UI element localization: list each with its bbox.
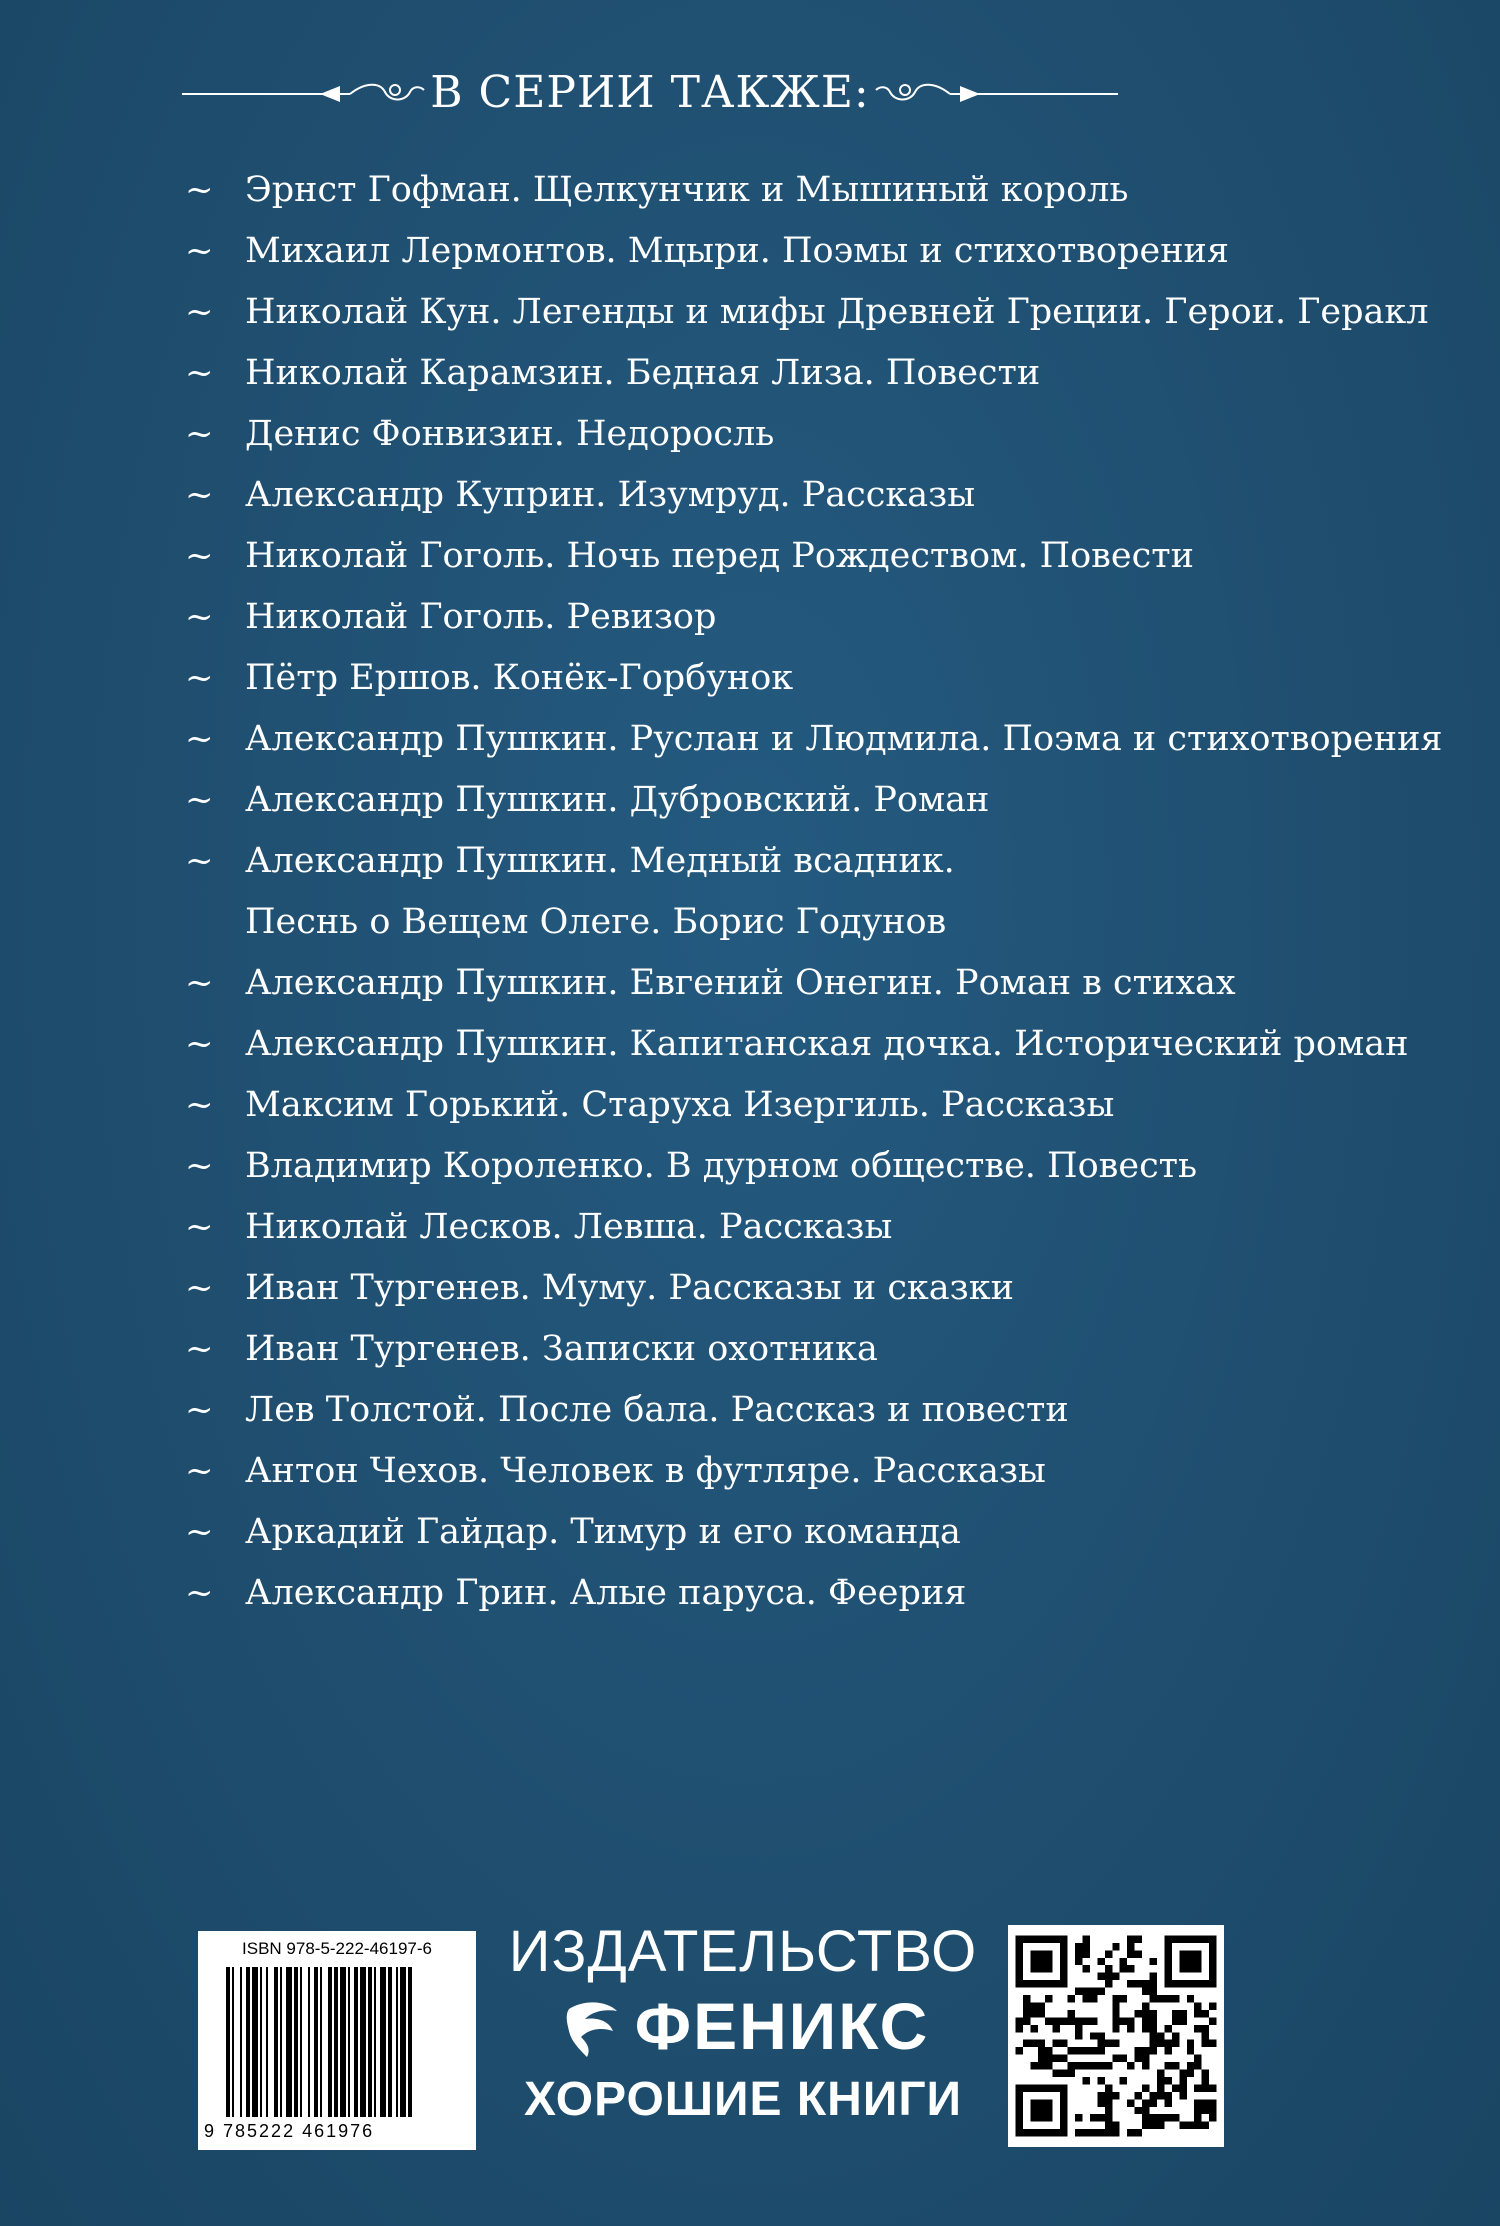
phoenix-icon <box>557 1991 627 2061</box>
header-title: В СЕРИИ ТАКЖЕ: <box>430 66 870 118</box>
tilde-bullet: ~ <box>185 170 214 210</box>
tilde-bullet: ~ <box>185 353 214 393</box>
book-title: Иван Тургенев. Муму. Рассказы и сказки <box>245 1268 1014 1308</box>
book-title: Денис Фонвизин. Недоросль <box>245 414 775 454</box>
tilde-bullet: ~ <box>185 1573 214 1613</box>
book-title: Александр Куприн. Изумруд. Рассказы <box>245 475 976 515</box>
series-header <box>180 62 1120 122</box>
flourish-ornament-right <box>870 72 1120 112</box>
tilde-bullet: ~ <box>185 963 214 1003</box>
book-title: Антон Чехов. Человек в футляре. Рассказы <box>245 1451 1046 1491</box>
book-title-continuation: Песнь о Вещем Олеге. Борис Годунов <box>245 902 947 942</box>
book-title: Пётр Ершов. Конёк-Горбунок <box>245 658 794 698</box>
tilde-bullet: ~ <box>185 1207 214 1247</box>
publisher-logo <box>498 1918 988 2158</box>
tilde-bullet: ~ <box>185 231 214 271</box>
isbn-label: ISBN 978-5-222-46197-6 <box>242 1939 432 1958</box>
list-item <box>185 1075 1335 1136</box>
book-title: Николай Гоголь. Ревизор <box>245 597 717 637</box>
list-item <box>185 770 1335 831</box>
tilde-bullet: ~ <box>185 1329 214 1369</box>
tilde-bullet: ~ <box>185 719 214 759</box>
tilde-bullet: ~ <box>185 1512 214 1552</box>
tilde-bullet: ~ <box>185 1024 214 1064</box>
tilde-bullet: ~ <box>185 1085 214 1125</box>
book-title: Александр Пушкин. Руслан и Людмила. Поэма и стихотворения <box>245 719 1443 759</box>
book-title: Николай Гоголь. Ночь перед Рождеством. Повести <box>245 536 1194 576</box>
tilde-bullet: ~ <box>185 1390 214 1430</box>
list-item <box>185 1563 1335 1624</box>
list-item <box>185 1014 1409 1075</box>
tilde-bullet: ~ <box>185 780 214 820</box>
list-item <box>185 1258 1335 1319</box>
list-item <box>185 1380 1335 1441</box>
book-title: Александр Пушкин. Капитанская дочка. Исторический роман <box>245 1024 1409 1064</box>
book-title: Александр Пушкин. Дубровский. Роман <box>245 780 990 820</box>
book-title: Михаил Лермонтов. Мцыри. Поэмы и стихотворения <box>245 231 1229 271</box>
list-item <box>185 1441 1335 1502</box>
flourish-ornament-left <box>180 72 430 112</box>
book-title: Николай Кун. Легенды и мифы Древней Греции. Герои. Геракл <box>245 292 1429 332</box>
publisher-name-row <box>498 1986 988 2066</box>
book-title: Николай Лесков. Левша. Рассказы <box>245 1207 893 1247</box>
list-item <box>185 282 1429 343</box>
tilde-bullet: ~ <box>185 1451 214 1491</box>
book-title: Максим Горький. Старуха Изергиль. Рассказы <box>245 1085 1115 1125</box>
tilde-bullet: ~ <box>185 841 214 881</box>
book-title: Аркадий Гайдар. Тимур и его команда <box>245 1512 961 1552</box>
publisher-slogan: ХОРОШИЕ КНИГИ <box>523 2073 963 2126</box>
book-title: Владимир Короленко. В дурном обществе. Повесть <box>245 1146 1198 1186</box>
series-book-list <box>185 160 1443 1624</box>
barcode-digits: 9 785222 461976 <box>204 2121 375 2141</box>
list-item <box>185 648 1335 709</box>
tilde-bullet: ~ <box>185 292 214 332</box>
book-title: Александр Пушкин. Медный всадник. <box>245 841 955 881</box>
list-item <box>185 221 1335 282</box>
tilde-bullet: ~ <box>185 414 214 454</box>
qr-code-icon <box>1008 1925 1224 2147</box>
tilde-bullet: ~ <box>185 475 214 515</box>
list-item <box>185 1502 1335 1563</box>
book-title: Эрнст Гофман. Щелкунчик и Мышиный король <box>245 170 1129 210</box>
list-item <box>185 526 1335 587</box>
isbn-barcode-box <box>198 1931 476 2150</box>
list-item <box>185 1319 1335 1380</box>
book-title: Иван Тургенев. Записки охотника <box>245 1329 878 1369</box>
list-item <box>185 831 1335 953</box>
book-title: Николай Карамзин. Бедная Лиза. Повести <box>245 353 1041 393</box>
tilde-bullet: ~ <box>185 536 214 576</box>
list-item <box>185 160 1335 221</box>
list-item <box>185 953 1335 1014</box>
list-item <box>185 1136 1335 1197</box>
publisher-name: ФЕНИКС <box>634 1989 930 2063</box>
book-title: Лев Толстой. После бала. Рассказ и повести <box>245 1390 1069 1430</box>
list-item <box>185 1197 1335 1258</box>
tilde-bullet: ~ <box>185 1268 214 1308</box>
book-title: Александр Грин. Алые паруса. Феерия <box>245 1573 967 1613</box>
tilde-bullet: ~ <box>185 597 214 637</box>
barcode-icon <box>226 1967 466 2117</box>
list-item <box>185 404 1335 465</box>
book-title: Александр Пушкин. Евгений Онегин. Роман в стихах <box>245 963 1236 1003</box>
tilde-bullet: ~ <box>185 1146 214 1186</box>
publisher-line1: ИЗДАТЕЛЬСТВО <box>508 1919 978 1984</box>
list-item <box>185 587 1335 648</box>
tilde-bullet: ~ <box>185 658 214 698</box>
list-item <box>185 343 1335 404</box>
list-item <box>185 709 1443 770</box>
list-item <box>185 465 1335 526</box>
